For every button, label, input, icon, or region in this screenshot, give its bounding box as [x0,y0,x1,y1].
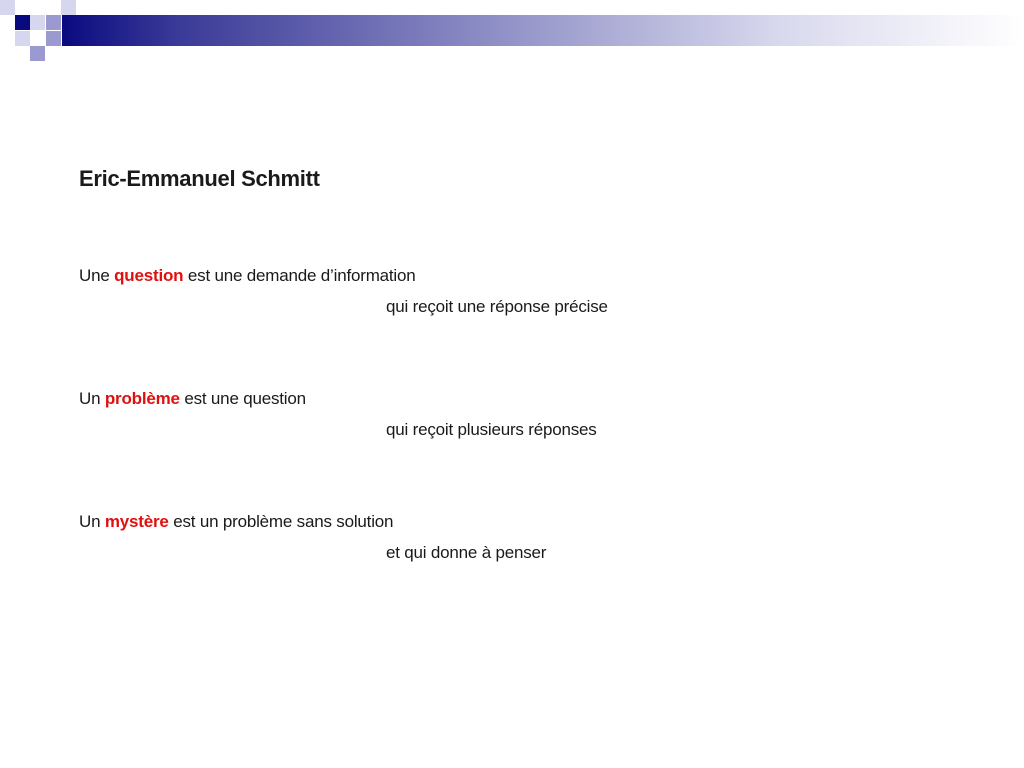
definition-line [79,512,393,532]
header-square [30,46,45,61]
definition-continuation: et qui donne à penser [386,543,547,562]
definition-text: est une demande d’information [187,266,416,285]
definition-line [79,389,306,409]
definition-keyword: mystère [104,512,169,531]
definition-line [79,266,416,286]
definition-keyword: question [114,266,184,285]
slide-title: Eric-Emmanuel Schmitt [79,166,320,191]
header-square [46,15,61,30]
definition-keyword: problème [104,389,180,408]
definition-text: est un problème sans solution [173,512,394,531]
definition-prefix: Un [79,389,101,408]
header-square [15,15,30,30]
header-square [61,0,76,15]
definition-prefix: Un [79,512,101,531]
header-square [0,0,15,15]
definition-continuation: qui reçoit plusieurs réponses [386,420,597,439]
header-gradient-band [62,15,1024,46]
header-square [30,15,45,30]
header-square [15,31,30,46]
header-square [46,31,61,46]
definition-prefix: Une [79,266,110,285]
definition-text: est une question [184,389,306,408]
definition-continuation: qui reçoit une réponse précise [386,297,608,316]
